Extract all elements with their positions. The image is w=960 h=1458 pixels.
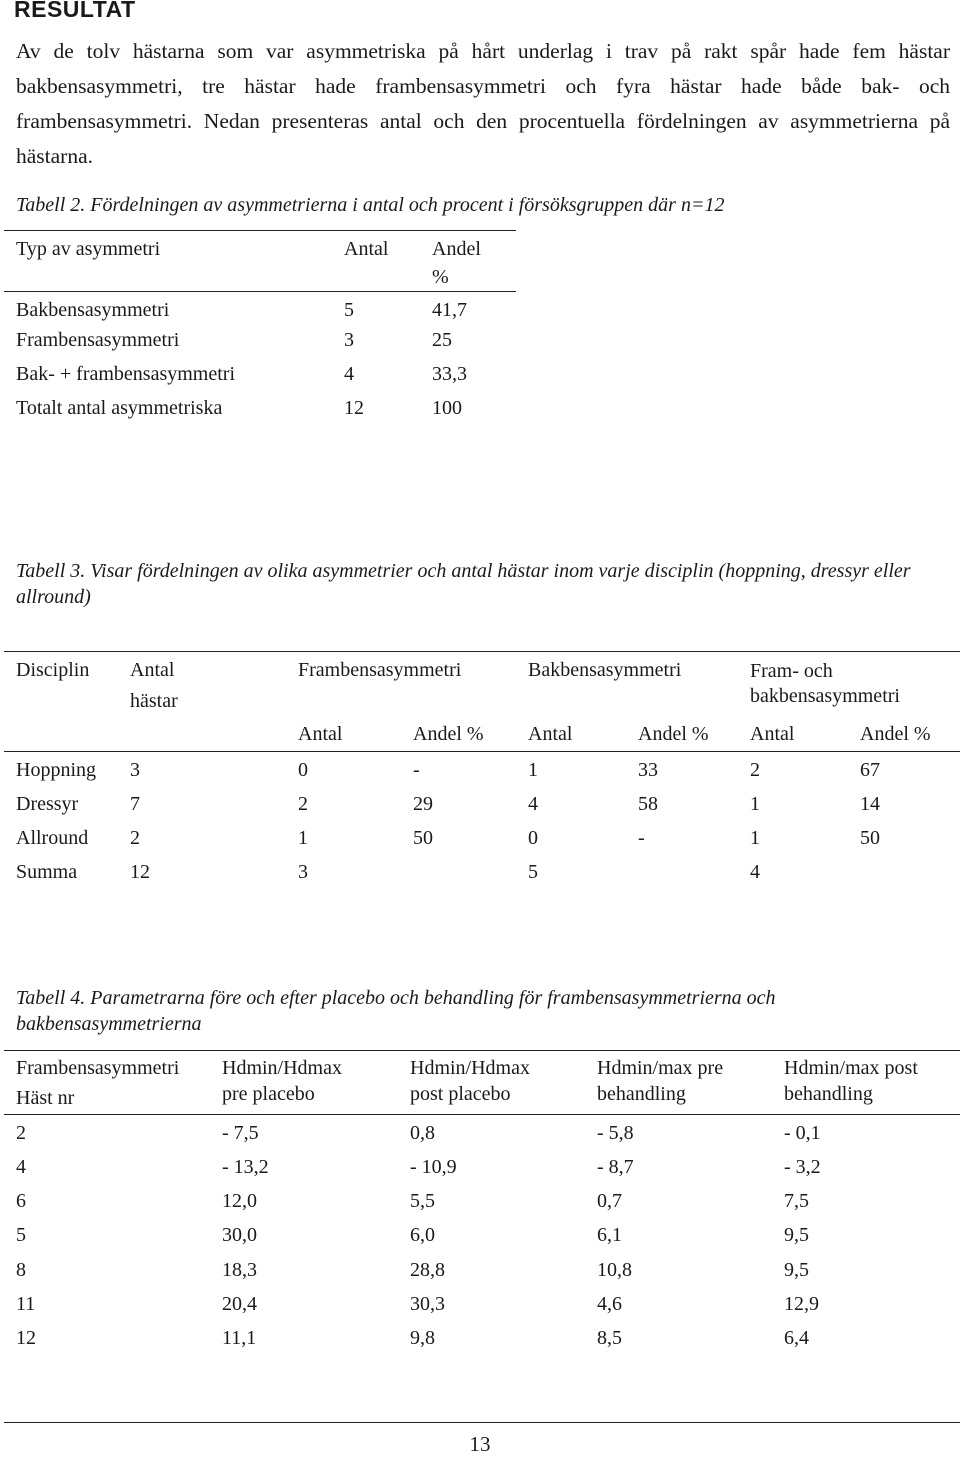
table3-cell: 3: [298, 861, 308, 883]
table3-caption: Tabell 3. Visar fördelningen av olika asymmetrier och antal hästar inom varje disciplin (hoppning, dressyr eller allround): [16, 560, 911, 608]
table3-subheader-cell: Antal: [528, 723, 573, 745]
table2-cell: 100: [432, 397, 462, 419]
table4-cell: 4,6: [597, 1293, 622, 1315]
table2-cell: Totalt antal asymmetriska: [16, 397, 223, 419]
table3-cell: 1: [750, 793, 760, 815]
table4-cell: 4: [16, 1156, 26, 1178]
table3-cell: 14: [860, 793, 880, 815]
table4-cell: - 7,5: [222, 1122, 259, 1144]
table4-cell: 8,5: [597, 1327, 622, 1349]
table3-cell: 67: [860, 759, 880, 781]
table3-header-rule: [4, 751, 960, 752]
section-heading: RESULTAT: [14, 0, 136, 22]
table2-caption: Tabell 2. Fördelningen av asymmetrierna i antal och procent i försöksgruppen där n=12: [16, 194, 725, 216]
table3-cell: -: [413, 759, 420, 781]
table4-cell: 6,4: [784, 1327, 809, 1349]
table4-header-cell: Hdmin/Hdmax: [222, 1057, 342, 1079]
table3-cell: 0: [298, 759, 308, 781]
table3-cell: 2: [298, 793, 308, 815]
table3-cell: 29: [413, 793, 433, 815]
table4-cell: 9,5: [784, 1224, 809, 1246]
table3-cell: -: [638, 827, 645, 849]
table2-header-antal: Antal: [344, 238, 389, 260]
table4-header-cell: behandling: [784, 1083, 873, 1105]
table3-cell: Hoppning: [16, 759, 96, 781]
table3-subheader-cell: Antal: [298, 723, 343, 745]
table2-top-rule: [4, 230, 516, 231]
table2-cell: 12: [344, 397, 364, 419]
table3-cell: Allround: [16, 827, 89, 849]
table4-cell: 20,4: [222, 1293, 257, 1315]
table4-cell: 2: [16, 1122, 26, 1144]
table2-cell: 41,7: [432, 299, 467, 321]
table4-cell: 0,8: [410, 1122, 435, 1144]
table4-caption: Tabell 4. Parametrarna före och efter placebo och behandling för frambensasymmetrierna och bakbensasymmetrierna: [16, 987, 776, 1035]
table4-cell: 12,0: [222, 1190, 257, 1212]
table2-cell: Bakbensasymmetri: [16, 299, 170, 321]
table2-header-type: Typ av asymmetri: [16, 238, 161, 260]
table3-subheader-cell: Andel %: [860, 723, 931, 745]
table2-header-andel: Andel: [432, 238, 481, 260]
table4-header-cell: Häst nr: [16, 1087, 75, 1109]
table3-cell: 50: [860, 827, 880, 849]
table4-cell: 0,7: [597, 1190, 622, 1212]
table2-cell: 25: [432, 329, 452, 351]
table3-cell: 5: [528, 861, 538, 883]
table3-cell: 1: [528, 759, 538, 781]
table4-cell: 6,0: [410, 1224, 435, 1246]
table3-header-bak: Bakbensasymmetri: [528, 659, 682, 681]
table2-cell: 33,3: [432, 363, 467, 385]
table3-cell: 50: [413, 827, 433, 849]
table3-header-frambak-1: Fram- och: [750, 660, 833, 682]
table3-cell: 58: [638, 793, 658, 815]
table2-cell: Frambensasymmetri: [16, 329, 180, 351]
table3-header-disciplin: Disciplin: [16, 659, 90, 681]
table2-header-percent: %: [432, 266, 449, 288]
table3-cell: 1: [298, 827, 308, 849]
table4-cell: - 8,7: [597, 1156, 634, 1178]
table4-header-cell: Hdmin/max post: [784, 1057, 918, 1079]
table4-header-rule: [4, 1114, 960, 1115]
table4-cell: 6: [16, 1190, 26, 1212]
table3-cell: 12: [130, 861, 150, 883]
table2-cell: 4: [344, 363, 354, 385]
table3-subheader-cell: Andel %: [413, 723, 484, 745]
table4-header-cell: Hdmin/Hdmax: [410, 1057, 530, 1079]
table3-header-frambak-2: bakbensasymmetri: [750, 685, 900, 707]
table3-cell: Summa: [16, 861, 78, 883]
table4-header-cell: Hdmin/max pre: [597, 1057, 724, 1079]
table2-cell: 5: [344, 299, 354, 321]
table4-header-cell: behandling: [597, 1083, 686, 1105]
table4-cell: 30,0: [222, 1224, 257, 1246]
table3-header-fram: Frambensasymmetri: [298, 659, 462, 681]
table4-cell: 10,8: [597, 1259, 632, 1281]
table4-cell: 28,8: [410, 1259, 445, 1281]
table4-cell: 18,3: [222, 1259, 257, 1281]
table3-subheader-cell: Antal: [750, 723, 795, 745]
table4-cell: 12: [16, 1327, 36, 1349]
table4-cell: 5,5: [410, 1190, 435, 1212]
table4-top-rule: [4, 1050, 960, 1051]
table4-cell: 8: [16, 1259, 26, 1281]
table3-top-rule: [4, 651, 960, 652]
page-number: 13: [469, 1432, 491, 1456]
table3-cell: 3: [130, 759, 140, 781]
table4-cell: 30,3: [410, 1293, 445, 1315]
table4-cell: - 0,1: [784, 1122, 821, 1144]
table2-cell: 3: [344, 329, 354, 351]
table4-cell: 6,1: [597, 1224, 622, 1246]
table4-cell: 9,5: [784, 1259, 809, 1281]
table3-cell: 7: [130, 793, 140, 815]
table3-cell: 1: [750, 827, 760, 849]
table2-header-rule: [4, 291, 516, 292]
table3-header-hastar: hästar: [130, 690, 178, 712]
intro-paragraph: Av de tolv hästarna som var asymmetriska på hårt underlag i trav på rakt spår hade fem hästar bakbensasymmetri, tre hästar hade frambensasymmetri och fyra hästar hade både bak- och frambensasymmetri. Nedan presenteras antal och den procentuella fördelningen av asymmetrierna på hästarna.: [16, 39, 950, 168]
table4-cell: - 3,2: [784, 1156, 821, 1178]
table3-cell: 4: [528, 793, 538, 815]
table3-subheader-cell: Andel %: [638, 723, 709, 745]
table3-cell: 33: [638, 759, 658, 781]
footer-rule: [4, 1422, 960, 1423]
table4-cell: 5: [16, 1224, 26, 1246]
table3-cell: 4: [750, 861, 760, 883]
table4-cell: 12,9: [784, 1293, 819, 1315]
table4-header-cell: post placebo: [410, 1083, 511, 1105]
table3-cell: 2: [750, 759, 760, 781]
table3-cell: 0: [528, 827, 538, 849]
table4-cell: 11: [16, 1293, 36, 1315]
table3-cell: Dressyr: [16, 793, 79, 815]
table4-header-cell: Frambensasymmetri: [16, 1057, 180, 1079]
table4-cell: 11,1: [222, 1327, 257, 1349]
table4-cell: - 13,2: [222, 1156, 269, 1178]
table4-cell: - 5,8: [597, 1122, 634, 1144]
table2-cell: Bak- + frambensasymmetri: [16, 363, 235, 385]
table4-header-cell: pre placebo: [222, 1083, 315, 1105]
table3-cell: 2: [130, 827, 140, 849]
table4-cell: 9,8: [410, 1327, 435, 1349]
table4-cell: - 10,9: [410, 1156, 457, 1178]
table4-cell: 7,5: [784, 1190, 809, 1212]
table3-header-antal: Antal: [130, 659, 175, 681]
